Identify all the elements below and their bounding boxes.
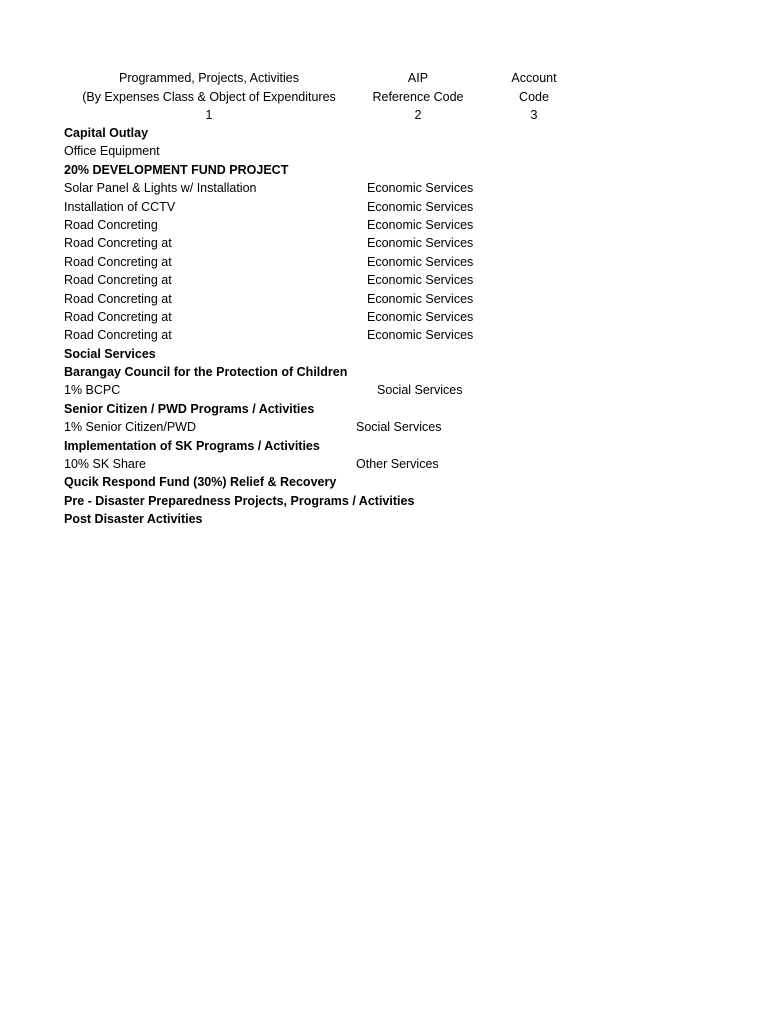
table-row [0,290,768,308]
row-label: Capital Outlay [64,126,149,140]
table-header [0,69,768,125]
table-row [0,161,768,179]
header-col2-line1: AIP [407,71,429,85]
row-label: Pre - Disaster Preparedness Projects, Programs / Activities [64,493,415,508]
table-row [0,142,768,160]
table-row [0,253,768,271]
row-label: Road Concreting at [64,273,172,288]
table-row [0,510,768,528]
row-label: Implementation of SK Programs / Activities [64,438,320,453]
table-row [0,124,768,142]
table-row [0,492,768,510]
table-row [0,400,768,418]
header-col3-number: 3 [530,108,538,122]
table-row [0,473,768,491]
row-reference-code: Economic Services [367,309,474,324]
header-col2-number: 2 [414,108,422,122]
row-reference-code: Economic Services [367,199,474,214]
table-row [0,437,768,455]
header-row-2 [0,88,768,107]
row-label: Road Concreting [64,217,158,232]
row-label: Post Disaster Activities [64,512,203,527]
table-row [0,179,768,197]
table-row [0,271,768,289]
header-col3-line2: Code [519,89,549,104]
row-reference-code: Economic Services [367,181,474,196]
header-col2-line2: Reference Code [372,89,464,104]
row-label: Road Concreting at [64,328,172,343]
header-col1-line2: (By Expenses Class & Object of Expenditures [82,89,336,104]
row-label: Senior Citizen / PWD Programs / Activities [64,401,315,416]
row-reference-code: Economic Services [367,328,474,343]
row-label: Road Concreting at [64,254,172,269]
table-body [0,124,768,529]
row-reference-code: Economic Services [367,236,474,251]
table-row [0,455,768,473]
header-col1-number: 1 [205,108,213,122]
row-label: 1% Senior Citizen/PWD [64,420,196,435]
row-reference-code: Economic Services [367,273,474,288]
row-reference-code: Social Services [356,420,442,435]
table-row [0,308,768,326]
table-row [0,381,768,399]
row-label: 1% BCPC [64,383,121,398]
header-col1-line1: Programmed, Projects, Activities [119,71,299,85]
row-label: Barangay Council for the Protection of Children [64,365,348,380]
table-row [0,198,768,216]
row-reference-code: Social Services [377,383,463,398]
row-reference-code: Economic Services [367,291,474,306]
row-label: 20% DEVELOPMENT FUND PROJECT [64,162,289,177]
row-label: Road Concreting at [64,236,172,251]
table-row [0,216,768,234]
table-row [0,234,768,252]
row-label: Office Equipment [64,144,160,159]
table-row [0,363,768,381]
row-reference-code: Economic Services [367,217,474,232]
header-row-1 [0,69,768,88]
row-label: Qucik Respond Fund (30%) Relief & Recovery [64,475,337,490]
row-label: 10% SK Share [64,457,146,472]
header-row-3 [0,106,768,125]
table-row [0,345,768,363]
row-label: Social Services [64,346,156,361]
table-row [0,418,768,436]
row-label: Solar Panel & Lights w/ Installation [64,181,257,196]
table-row [0,326,768,344]
row-reference-code: Economic Services [367,254,474,269]
row-reference-code: Other Services [356,457,439,472]
header-col3-line1: Account [511,71,557,85]
row-label: Road Concreting at [64,291,172,306]
row-label: Road Concreting at [64,309,172,324]
row-label: Installation of CCTV [64,199,176,214]
